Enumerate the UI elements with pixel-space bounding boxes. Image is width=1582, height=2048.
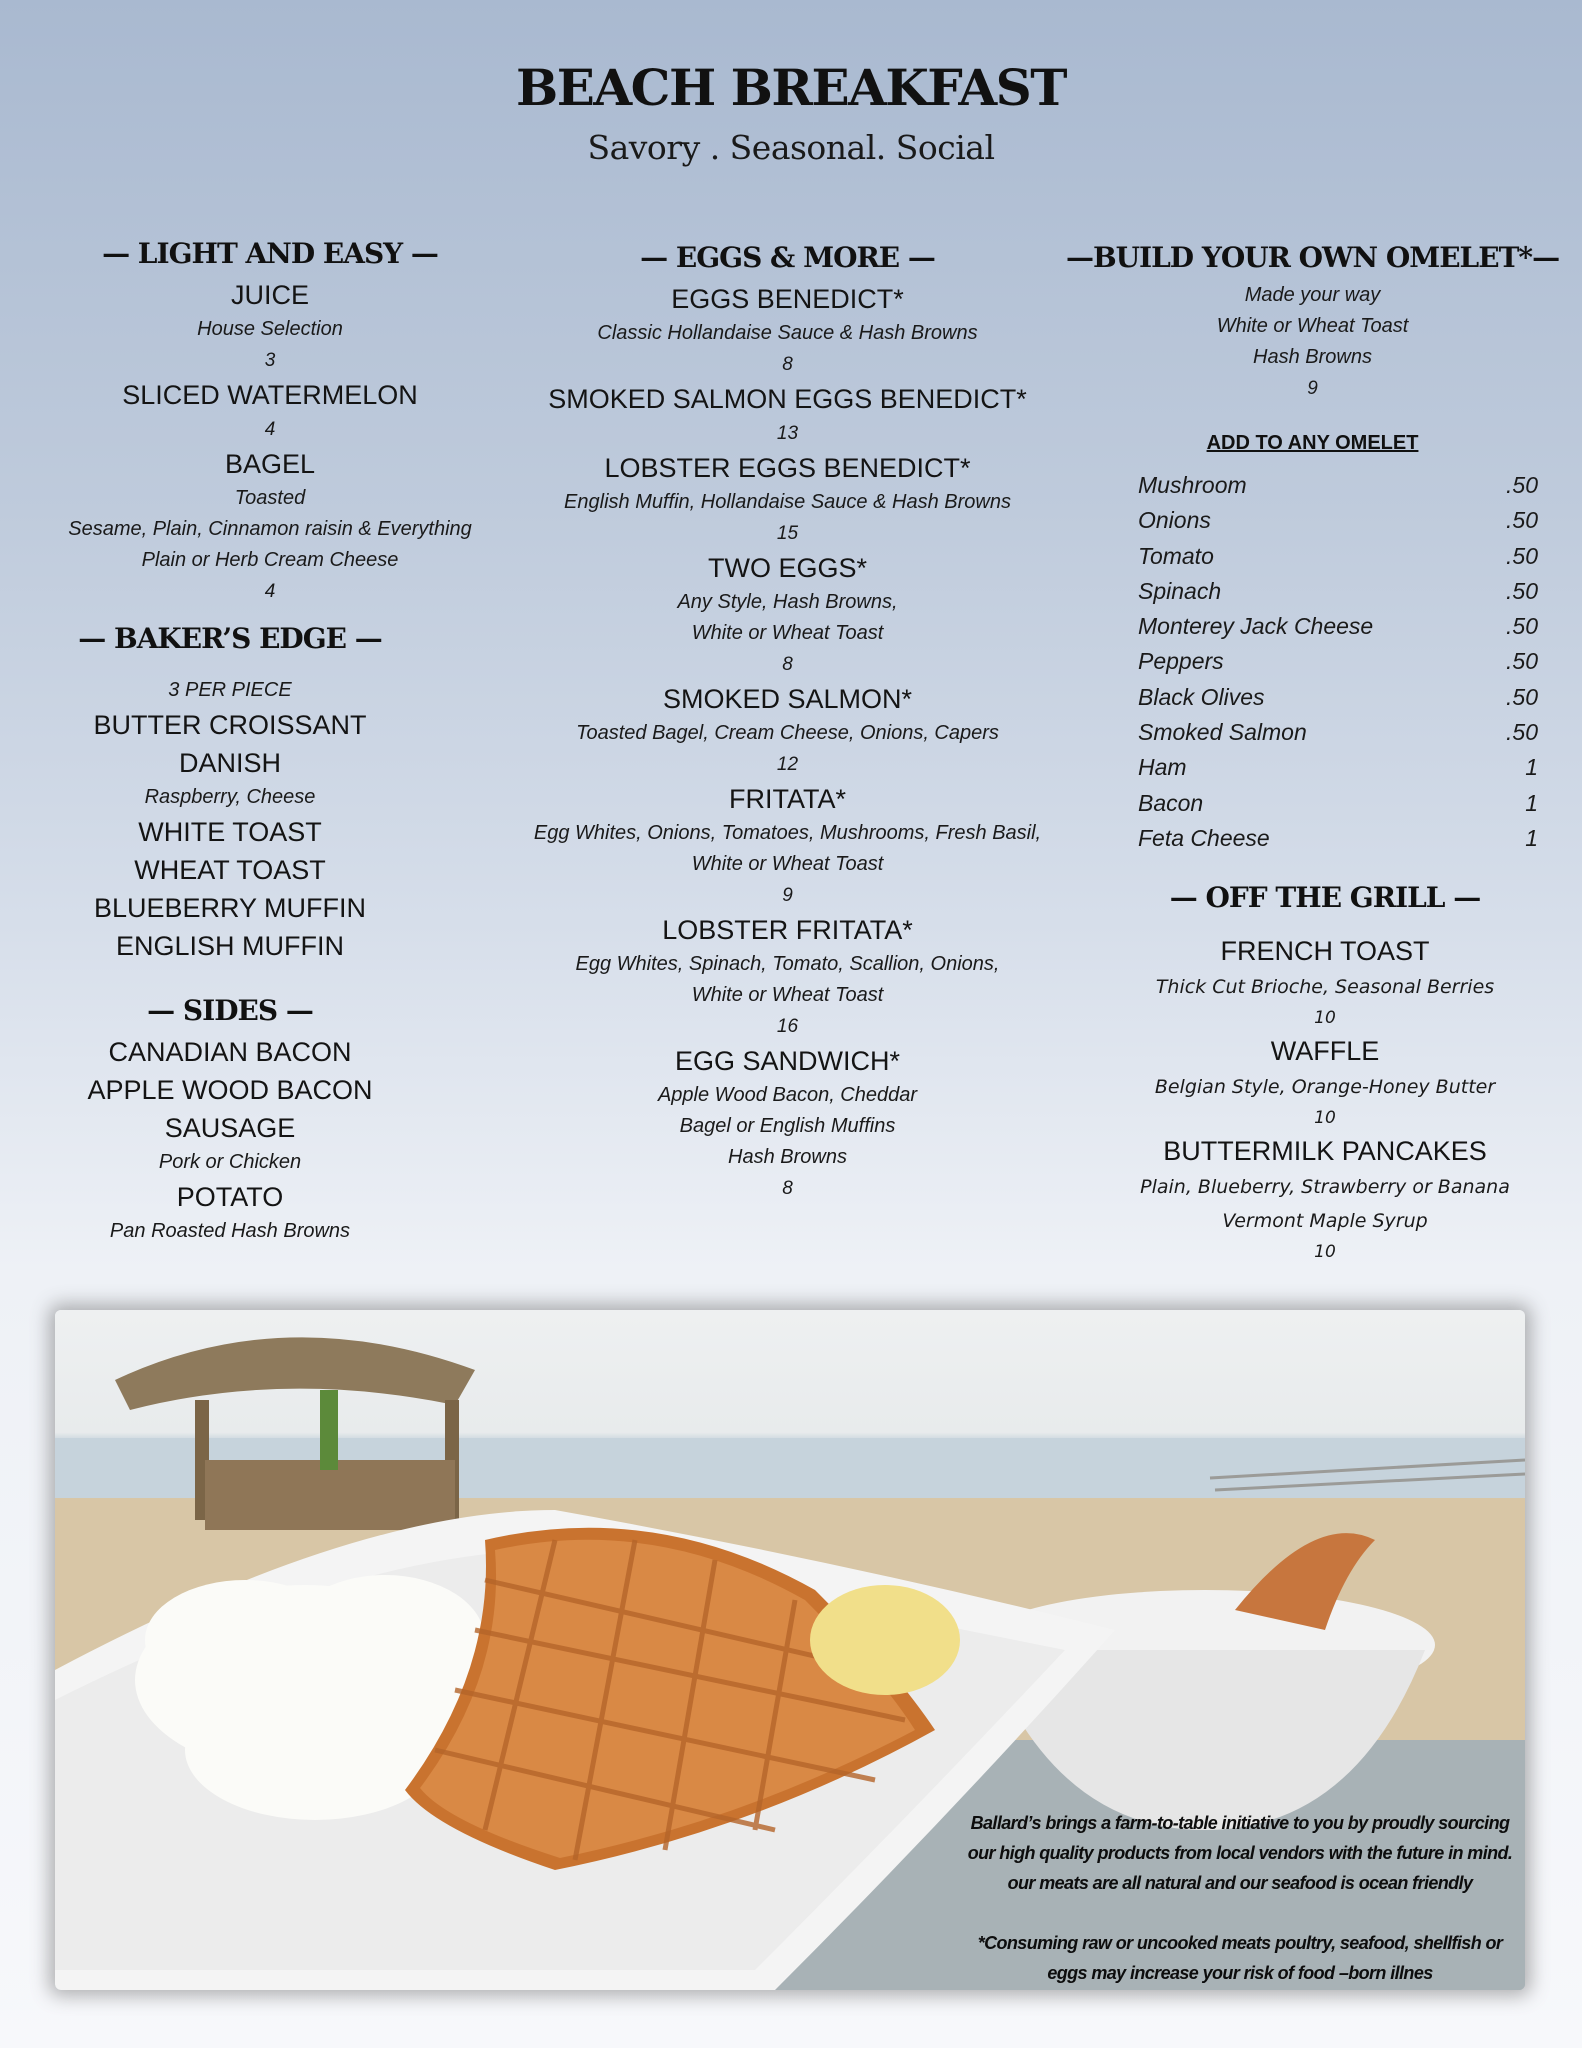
item-description: Plain or Herb Cream Cheese	[141, 549, 399, 571]
section-heading-light-and-easy: — LIGHT AND EASY —	[102, 237, 438, 270]
item-price: 4	[264, 581, 276, 602]
column-right	[1050, 236, 1575, 1266]
addon-price: .50	[1506, 542, 1538, 569]
menu-item-two-eggs: TWO EGGS*	[707, 553, 867, 583]
item-description: Hash Browns	[1253, 346, 1372, 368]
menu-item-lobster-benedict: LOBSTER EGGS BENEDICT*	[604, 453, 971, 483]
item-description: House Selection	[197, 318, 343, 340]
menu-item-sausage: SAUSAGE	[164, 1113, 296, 1143]
menu-item-french-toast: FRENCH TOAST	[1220, 936, 1430, 967]
item-price: 3	[264, 350, 276, 371]
item-description: Egg Whites, Spinach, Tomato, Scallion, Onions,	[575, 953, 1000, 975]
menu-item-bagel: BAGEL	[224, 449, 316, 479]
disclaimer-line: our meats are all natural and our seafood is ocean friendly	[1007, 1873, 1473, 1893]
item-price: 15	[776, 523, 799, 544]
addon-name: Monterey Jack Cheese	[1138, 613, 1374, 640]
disclaimer-line: Ballard’s brings a farm-to-table initiative to you by proudly sourcing	[970, 1813, 1510, 1833]
addon-price: 1	[1525, 824, 1538, 851]
item-price: 10	[1314, 1008, 1336, 1029]
column-center	[530, 236, 1045, 1204]
section-heading-eggs-and-more: — EGGS & MORE —	[640, 241, 935, 274]
menu-item-blueberry-muffin: BLUEBERRY MUFFIN	[93, 893, 367, 923]
section-heading-sides: — SIDES —	[147, 994, 313, 1027]
menu-item-egg-sandwich: EGG SANDWICH*	[674, 1046, 901, 1076]
list-item	[1138, 468, 1538, 503]
addon-price: .50	[1506, 613, 1538, 640]
item-description: Egg Whites, Onions, Tomatoes, Mushrooms, Fresh Basil,	[533, 822, 1042, 844]
menu-item-juice: JUICE	[230, 280, 309, 310]
menu-item-smoked-salmon: SMOKED SALMON*	[662, 684, 913, 714]
menu-item-watermelon: SLICED WATERMELON	[122, 380, 418, 410]
item-description: Toasted	[234, 487, 306, 509]
addon-price: 1	[1525, 754, 1538, 781]
menu-item-potato: POTATO	[176, 1182, 284, 1212]
item-price: 8	[782, 354, 793, 375]
menu-item-salmon-benedict: SMOKED SALMON EGGS BENEDICT*	[548, 384, 1027, 414]
item-description: Classic Hollandaise Sauce & Hash Browns	[597, 322, 978, 344]
addon-price: .50	[1506, 507, 1538, 534]
menu-item-canadian-bacon: CANADIAN BACON	[108, 1037, 352, 1067]
disclaimer-text	[960, 1808, 1520, 1988]
item-price: 12	[776, 754, 799, 775]
item-description: Plain, Blueberry, Strawberry or Banana	[1140, 1176, 1510, 1199]
addon-name: Spinach	[1138, 577, 1222, 604]
item-price: 16	[776, 1016, 799, 1037]
menu-item-croissant: BUTTER CROISSANT	[93, 710, 367, 740]
addon-price: .50	[1506, 719, 1538, 746]
item-description: Thick Cut Brioche, Seasonal Berries	[1155, 976, 1495, 999]
addon-name: Ham	[1138, 754, 1187, 781]
disclaimer-line: our high quality products from local vendors with the future in mind.	[967, 1843, 1513, 1863]
menu-item-white-toast: WHITE TOAST	[138, 817, 322, 847]
list-item	[1138, 750, 1538, 785]
item-description: White or Wheat Toast	[691, 984, 884, 1006]
addon-price: 1	[1525, 789, 1538, 816]
item-price: 9	[782, 885, 793, 906]
list-item	[1138, 574, 1538, 609]
addon-name: Mushroom	[1138, 472, 1247, 498]
list-item	[1138, 644, 1538, 679]
menu-item-fritata: FRITATA*	[729, 784, 846, 814]
list-item	[1138, 609, 1538, 644]
addon-name: Bacon	[1138, 789, 1204, 816]
menu-title: BEACH BREAKFAST	[516, 58, 1066, 117]
item-description: Vermont Maple Syrup	[1222, 1210, 1428, 1233]
list-item	[1138, 786, 1538, 821]
item-description: White or Wheat Toast	[691, 622, 884, 644]
butter	[810, 1585, 960, 1695]
addon-price: .50	[1506, 472, 1538, 498]
menu-item-eggs-benedict: EGGS BENEDICT*	[671, 284, 904, 314]
item-price: 13	[776, 423, 799, 444]
addon-name: Onions	[1138, 507, 1211, 534]
item-description: White or Wheat Toast	[691, 853, 884, 875]
menu-item-english-muffin: ENGLISH MUFFIN	[115, 931, 344, 961]
item-price: 8	[782, 1178, 793, 1199]
item-description: White or Wheat Toast	[1216, 315, 1409, 337]
menu-item-lobster-fritata: LOBSTER FRITATA*	[662, 915, 913, 945]
addon-price: .50	[1506, 683, 1538, 710]
addon-name: Tomato	[1138, 542, 1214, 569]
add-to-omelet-title: ADD TO ANY OMELET	[1206, 432, 1419, 454]
item-description: Pan Roasted Hash Browns	[109, 1220, 351, 1242]
list-item	[1138, 539, 1538, 574]
list-item	[1138, 503, 1538, 538]
addon-name: Feta Cheese	[1138, 824, 1270, 851]
item-description: Pork or Chicken	[158, 1151, 302, 1173]
section-heading-off-the-grill: — OFF THE GRILL —	[1169, 881, 1481, 915]
disclaimer-line: eggs may increase your risk of food –born illnes	[1047, 1963, 1433, 1983]
item-description: Any Style, Hash Browns,	[677, 591, 898, 613]
item-description: Bagel or English Muffins	[679, 1115, 896, 1137]
item-description: Toasted Bagel, Cream Cheese, Onions, Capers	[576, 722, 999, 744]
list-item	[1138, 821, 1538, 856]
item-description: English Muffin, Hollandaise Sauce & Hash Browns	[564, 491, 1011, 513]
item-description: Apple Wood Bacon, Cheddar	[657, 1084, 918, 1106]
addon-price: .50	[1506, 648, 1538, 675]
menu-item-wheat-toast: WHEAT TOAST	[134, 855, 326, 885]
omelet-addon-list	[1138, 468, 1538, 856]
menu-item-waffle: WAFFLE	[1270, 1036, 1380, 1067]
section-heading-bakers-edge: — BAKER’S EDGE —	[78, 622, 382, 655]
item-description: Belgian Style, Orange-Honey Butter	[1154, 1076, 1496, 1099]
menu-item-danish: DANISH	[178, 748, 281, 778]
per-piece-note: 3 PER PIECE	[168, 679, 292, 701]
menu-subtitle: Savory . Seasonal. Social	[587, 128, 995, 167]
item-description: Sesame, Plain, Cinnamon raisin & Everything	[68, 518, 472, 540]
item-price: 8	[782, 654, 793, 675]
item-price: 9	[1307, 378, 1318, 399]
menu-item-apple-wood-bacon: APPLE WOOD BACON	[87, 1075, 373, 1105]
addon-name: Smoked Salmon	[1138, 719, 1307, 746]
addon-price: .50	[1506, 577, 1538, 604]
section-heading-build-your-own-omelet: —BUILD YOUR OWN OMELET*—	[1065, 241, 1560, 274]
menu-item-buttermilk-pancakes: BUTTERMILK PANCAKES	[1163, 1136, 1487, 1167]
list-item	[1138, 680, 1538, 715]
item-description: Made your way	[1244, 284, 1381, 306]
item-price: 10	[1314, 1108, 1336, 1129]
item-price: 10	[1314, 1242, 1336, 1263]
list-item	[1138, 715, 1538, 750]
item-price: 4	[264, 419, 276, 440]
addon-name: Peppers	[1138, 648, 1224, 675]
disclaimer-line: *Consuming raw or uncooked meats poultry, seafood, shellfish or	[977, 1933, 1503, 1953]
addon-name: Black Olives	[1138, 683, 1265, 710]
item-description: Hash Browns	[728, 1146, 847, 1168]
item-description: Raspberry, Cheese	[144, 786, 316, 808]
column-left	[20, 232, 520, 1247]
